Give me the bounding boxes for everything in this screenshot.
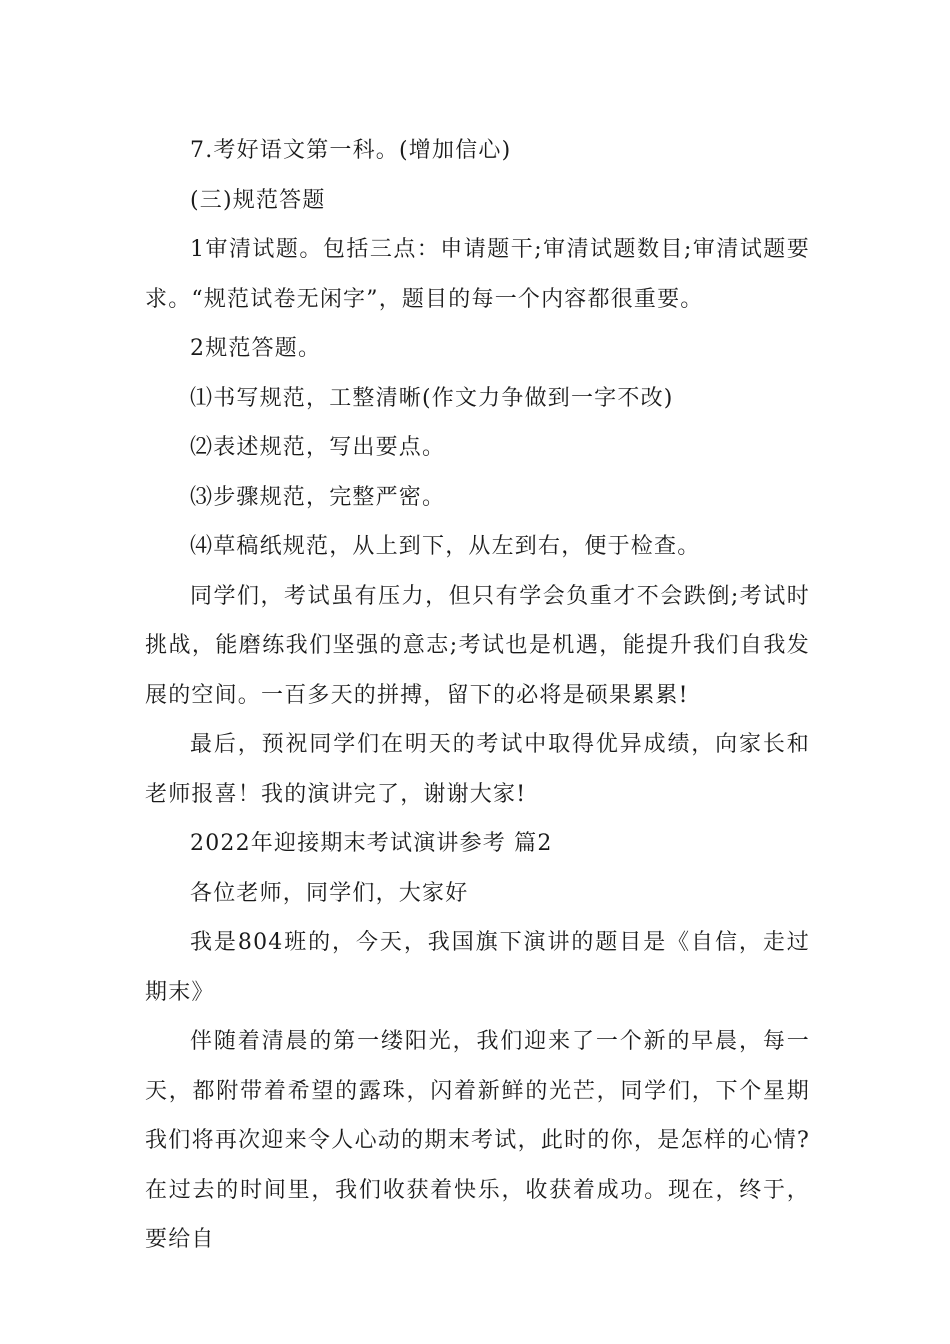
paragraph-closing-wishes: 最后，预祝同学们在明天的考试中取得优异成绩，向家长和老师报喜！我的演讲完了，谢谢大家! bbox=[145, 732, 810, 807]
paragraph-standard-answering: 2规范答题。 bbox=[190, 336, 322, 361]
paragraph-greeting: 各位老师，同学们，大家好 bbox=[190, 880, 469, 906]
list-item-draft-paper: ⑷草稿纸规范，从上到下，从左到右，便于检查。 bbox=[190, 534, 701, 559]
paragraph-item-7: 7.考好语文第一科。(增加信心) bbox=[190, 138, 512, 163]
document-body bbox=[145, 126, 810, 1265]
list-item-writing: ⑴书写规范，工整清晰(作文力争做到一字不改) bbox=[190, 385, 674, 411]
paragraph-exam-pressure: 同学们，考试虽有压力，但只有学会负重才不会跌倒;考试时挑战，能磨练我们坚强的意志;考试也是机遇，能提升我们自我发展的空间。一百多天的拼搏，留下的必将是硕果累累! bbox=[145, 583, 810, 708]
list-item-expression: ⑵表述规范，写出要点。 bbox=[190, 435, 446, 460]
section-heading-standard-answering: (三)规范答题 bbox=[190, 187, 326, 213]
paragraph-speech-topic: 我是804班的，今天，我国旗下演讲的题目是《自信，走过期末》 bbox=[145, 930, 810, 1005]
list-item-steps: ⑶步骤规范，完整严密。 bbox=[190, 484, 446, 510]
article-title-part-2: 2022年迎接期末考试演讲参考 篇2 bbox=[190, 831, 553, 856]
paragraph-morning-sunlight: 伴随着清晨的第一缕阳光，我们迎来了一个新的早晨，每一天，都附带着希望的露珠，闪着新鲜的光芒，同学们，下个星期我们将再次迎来令人心动的期末考试，此时的你，是怎样的心情?在过去的时间里，我们收获着快乐，收获着成功。现在，终于，要给自 bbox=[145, 1029, 810, 1252]
paragraph-review-questions: 1审清试题。包括三点：申请题干;审清试题数目;审清试题要求。“规范试卷无闲字”，题目的每一个内容都很重要。 bbox=[145, 237, 810, 312]
